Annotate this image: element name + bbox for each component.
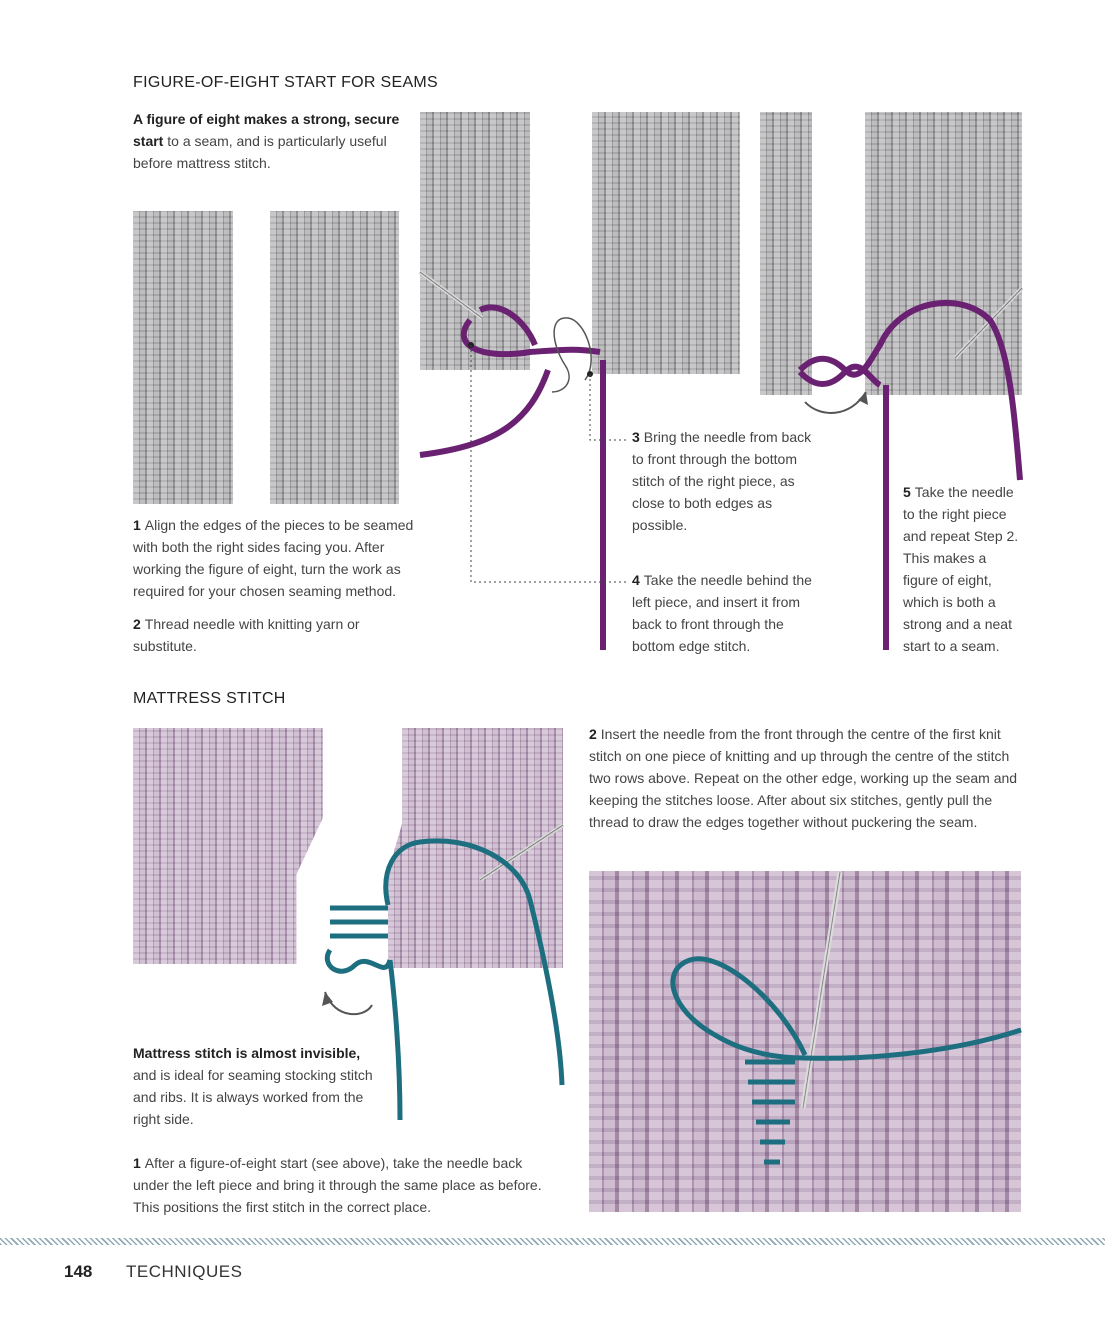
intro-bold: A figure of eight makes a strong, secure start <box>133 111 400 149</box>
step4-text: Take the needle behind the left piece, and insert it from back to front through the bottom edge stitch. <box>632 572 812 654</box>
step5-text: Take the needle to the right piece and repeat Step 2. This makes a figure of eight, which is both a strong and a neat start to a seam. <box>903 484 1019 654</box>
intro-mattress-stitch <box>133 1042 373 1130</box>
mattress-step1-text: After a figure-of-eight start (see above), take the needle back under the left piece and bring it through the same place as before. This positions the first stitch in the correct place. <box>133 1155 542 1215</box>
step3-text: Bring the needle from back to front through the bottom stitch of the right piece, as close to both edges as possible. <box>632 429 812 533</box>
mattress-step2-text: Insert the needle from the front through the centre of the first knit stitch on one piece of knitting and up through the centre of the stitch two rows above. Repeat on the other edge, working up the seam and keeping the stitches loose. After about six stitches, gently pull the thread to draw the edges together without puckering the seam. <box>589 726 1018 830</box>
mattress-step2-number: 2 <box>589 726 597 742</box>
step1-number: 1 <box>133 517 141 533</box>
step4-number: 4 <box>632 572 640 588</box>
intro-rest: to a seam, and is particularly useful before mattress stitch. <box>133 133 387 171</box>
mattress-step1-text-block <box>133 1152 553 1218</box>
footer-divider <box>0 1238 1105 1245</box>
arrow-mattress-icon <box>325 992 372 1014</box>
step2-text: Thread needle with knitting yarn or substitute. <box>133 616 360 654</box>
step2-number: 2 <box>133 616 141 632</box>
step3-number: 3 <box>632 429 640 445</box>
mattress-step1-number: 1 <box>133 1155 141 1171</box>
yarn-mattress-step2 <box>673 959 1021 1162</box>
mattress-step2-text-block <box>589 723 1019 833</box>
section-heading-figure-of-eight: FIGURE-OF-EIGHT START FOR SEAMS <box>133 74 439 91</box>
needle-mattress-step2-outline <box>803 872 840 1108</box>
step5-number: 5 <box>903 484 911 500</box>
mattress-intro-rest: and is ideal for seaming stocking stitch and ribs. It is always worked from the right side. <box>133 1067 373 1127</box>
step1-text: Align the edges of the pieces to be seamed with both the right sides facing you. After working the figure of eight, turn the work as required for your chosen seaming method. <box>133 517 414 599</box>
footer-section-title: TECHNIQUES <box>126 1262 243 1281</box>
mattress-intro-bold: Mattress stitch is almost invisible, <box>133 1045 361 1061</box>
page-number: 148 <box>64 1262 93 1281</box>
section-heading-mattress-stitch: MATTRESS STITCH <box>133 690 286 707</box>
